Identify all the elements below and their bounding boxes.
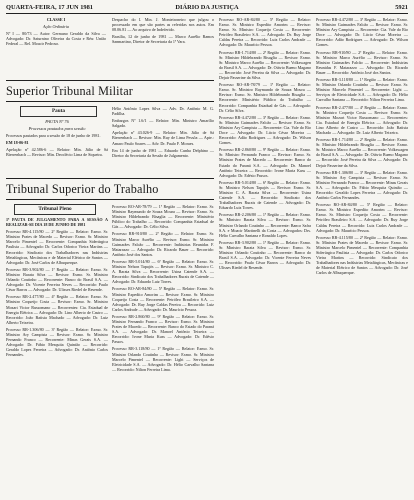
session-heading: 1ª PAUTA DE JULGAMENTO PARA A SESSÃO A REALIZAR-SE DIA 18 DE JUNHO DE 1981 <box>6 217 108 228</box>
paragraph: Processo RR-1.306/80 — 3ª Região — Relator: Exmo. Sr. Ministro Ary Campista — Revisor: Exmo. Sr. Ministro Fernando Franco — Recorrente: Minas Gerais S.A. — Advogado: Dr. Fábio Mesquita Quintão — Recorrido: Geraldo Lopes Ferreira — Advogado: Dr. Antônio Carlos Fernandes. <box>6 326 108 358</box>
labor-left-column <box>6 217 108 359</box>
paragraph: Processo RR-4.115/80 — 2ª Região — Relator: Exmo. Sr. Ministro Prates de Macedo — Revisor: Exmo. Sr. Ministro Marcelo Pimentel — Recorrente: Companhia Siderúrgica Paulista — Advogado: Dr. Carlos Odorico Vieira Martins — Recorrido: Sindicato dos Trabalhadores nas Indústrias Metalúrgicas, Mecânicas e de Material Elétrico de Santos — Advogado: Dr. José Carlos de Albuquerque. <box>6 229 108 265</box>
paragraph: Processo RR-3.902/80 — 1ª Região — Relator: Exmo. Sr. Ministro Barata Silva — Revisor: Exmo. Sr. Ministro Orlando Coutinho — Recorrente: Banco do Brasil S.A. — Advogado: Dr. Vicente Ferreira Neves — Recorrido: Paulo César Barros — Advogado: Dr. Ulisses Riedel de Resende. <box>219 239 311 271</box>
page-header <box>6 4 408 14</box>
issue-date: QUARTA-FEIRA, 17 JUN 1981 <box>6 4 93 11</box>
paragraph: Processo RR-4.472/80 — 3ª Região — Relator: Exmo. Sr. Ministro Guimarães Falcão — Revisor: Exmo. Sr. Ministro Ary Campista — Recorrente: Cia. Vale do Rio Doce — Advogado: Dr. Lúcio César Moreira — Recorrido: Adão Rodrigues — Advogado: Dr. Wilson Gomes. <box>316 17 408 48</box>
paragraph: Processo RR-2.477/80 — 4ª Região — Relator: Exmo. Sr. Ministro Coqueijo Costa — Revisor: Exmo. Sr. Ministro Mozart Victor Russomano — Recorrentes: Cia. Estadual de Energia Elétrica — Advogado: Dr. Lino Alberto de Castro — Recorrido: João Batista Machado — Advogado: Dr. Luiz Alberto Teixeira. <box>6 294 108 325</box>
paragraph: Processo RR-2.477/80 — 4ª Região — Relator: Exmo. Sr. Ministro Coqueijo Costa — Revisor: Exmo. Sr. Ministro Mozart Victor Russomano — Recorrentes: Cia. Estadual de Energia Elétrica — Advogado: Dr. Lino Alberto de Castro — Recorrido: João Batista Machado — Advogado: Dr. Luiz Alberto Teixeira. <box>316 104 408 135</box>
paragraph: Processo RR-910/80 — 2ª Região — Relator: Exmo. Sr. Ministro Marco Aurélio — Revisor: Exmo. Sr. Ministro Guimarães Falcão — Recorrente: Indústrias Reunidas F. Matarazzo — Advogado: Dr. Ricardo Bauer — Recorrido: Antônio José dos Santos. <box>316 49 408 75</box>
military-left-column <box>6 119 108 160</box>
paragraph: Processo RR-1.714/80 — 2ª Região — Relator: Exmo. Sr. Ministro Hildebrando Bisaglia — Revisor: Exmo. Sr. Ministro Marco Aurélio — Recorrente: Volkswagen do Brasil S.A. — Advogado: Dr. Otávio Bueno Magano — Recorrido: José Pereira da Silva — Advogado: Dr. Dejair Passerine da Silva. <box>219 49 311 81</box>
paragraph: Processo RR-5.014/80 — 6ª Região — Relator: Exmo. Sr. Ministro Nelson Tapajós — Revisor: Exmo. Sr. Ministro C. A. Barata Silva — Recorrente: Usina Catende S.A. — Recorrido: Sindicato dos Trabalhadores Rurais de Catende — Advogado: Dr. Eduardo Luiz Torres. <box>219 179 311 211</box>
section-title-military: Superior Tribunal Militar <box>6 80 214 102</box>
top-mid-column <box>112 17 214 46</box>
action-type: Ação Ordinária <box>43 24 69 30</box>
paragraph: Apelação nº 43.026-9 — Relator: Min. Júlio de Sá Bierrenbach — Revisor: Min. Ruy de Lima Pessôa — Apte.: Amaro Paulo Soares — Adv. Dr. Paulo F. Moraes. <box>112 130 214 146</box>
pauta-subtitle: Processos pautados para sessão <box>28 126 86 132</box>
publication-title: DIÁRIO DA JUSTIÇA <box>175 4 239 11</box>
paragraph: Processo RO-AR-78/79 — 1ª Região — Relator: Exmo. Sr. Ministro Raymundo de Souza Moura — Revisor: Exmo. Sr. Ministro Hildebrando Bisaglia — Recorrente: Ministério Público do Trabalho — Recorrido: Companhia Estadual de Gás — Advogado: Dr. Célio Silva. <box>112 204 214 230</box>
paragraph: Despacho do I. Min. J. Monteironeiro que julgou o processado em que são partes as referidas nos autos. Em 08.06.81 — Ao arquivo de Indeferido. <box>112 17 214 33</box>
class-heading: CLASSE I <box>46 17 66 22</box>
paragraph: Processo RR-3.118/80 — 1ª Região — Relator: Exmo. Sr. Ministro Orlando Coutinho — Revisor: Exmo. Sr. Ministro Marcelo Pimentel — Recorrente: Light — Serviços de Eletricidade S.A. — Advogado: Dr. Hélio Carvalho Santana — Recorrido: Nilton Ferreira Lima. <box>316 77 408 103</box>
top-left-column <box>6 17 106 48</box>
paragraph: Processo RR-3.118/80 — 1ª Região — Relator: Exmo. Sr. Ministro Orlando Coutinho — Revisor: Exmo. Sr. Ministro Marcelo Pimentel — Recorrente: Light — Serviços de Eletricidade S.A. — Advogado: Dr. Hélio Carvalho Santana — Recorrido: Nilton Ferreira Lima. <box>112 346 214 372</box>
paragraph: Processo RR-1.714/80 — 2ª Região — Relator: Exmo. Sr. Ministro Hildebrando Bisaglia — Revisor: Exmo. Sr. Ministro Marco Aurélio — Recorrente: Volkswagen do Brasil S.A. — Advogado: Dr. Otávio Bueno Magano — Recorrido: José Pereira da Silva — Advogado: Dr. Dejair Passerine da Silva. <box>316 137 408 168</box>
paragraph: Processo RR-5.014/80 — 6ª Região — Relator: Exmo. Sr. Ministro Nelson Tapajós — Revisor: Exmo. Sr. Ministro C. A. Barata Silva — Recorrente: Usina Catende S.A. — Recorrido: Sindicato dos Trabalhadores Rurais de Catende — Advogado: Dr. Eduardo Luiz Torres. <box>112 258 214 285</box>
right-column-b <box>316 17 408 278</box>
paragraph: Brasília, 12 de junho de 1981 — Marco Aurélio Ramos Sanmartino, Diretor de Secretaria da 1ª Vara. <box>112 34 214 45</box>
paragraph: Processo RR-3.902/80 — 1ª Região — Relator: Exmo. Sr. Ministro Barata Silva — Revisor: Exmo. Sr. Ministro Orlando Coutinho — Recorrente: Banco do Brasil S.A. — Advogado: Dr. Vicente Ferreira Neves — Recorrido: Paulo César Barros — Advogado: Dr. Ulisses Riedel de Resende. <box>6 266 108 293</box>
paragraph: Processo RR-2.860/80 — 9ª Região — Relator: Exmo. Sr. Ministro Fernando Franco — Revisor: Exmo. Sr. Ministro Prates de Macedo — Recorrente: Banco do Estado do Paraná S.A. — Advogado: Dr. Manoel Antônio Teixeira — Recorrido: Ivone Maria Kuss — Advogado: Dr. Edésio Passos. <box>112 313 214 345</box>
paragraph: Em 14 de junho de 1981 — Eduardo Cunha Delphino — Diretor da Secretaria da Sessão de Julgamento. <box>112 147 214 158</box>
paragraph: Processo RO-AR-84/80 — 5ª Região — Relator: Exmo. Sr. Ministro Expedito Amorim — Revisor: Exmo. Sr. Ministro Coqueijo Costa — Recorrente: Petróleo Brasileiro S.A. — Advogado: Dr. Ruy Jorge Caldas Pereira — Recorrido: Luiz Carlos Andrade — Advogado: Dr. Maurício Pessoa. <box>219 17 311 48</box>
paragraph: Processo RO-AR-78/79 — 1ª Região — Relator: Exmo. Sr. Ministro Raymundo de Souza Moura — Revisor: Exmo. Sr. Ministro Hildebrando Bisaglia — Recorrente: Ministério Público do Trabalho — Recorrido: Companhia Estadual de Gás — Advogado: Dr. Célio Silva. <box>219 82 311 113</box>
paragraph: Processo RR-4.472/80 — 3ª Região — Relator: Exmo. Sr. Ministro Guimarães Falcão — Revisor: Exmo. Sr. Ministro Ary Campista — Recorrente: Cia. Vale do Rio Doce — Advogado: Dr. Lúcio César Moreira — Recorrido: Adão Rodrigues — Advogado: Dr. Wilson Gomes. <box>219 114 311 146</box>
paragraph: Processo RR-1.306/80 — 3ª Região — Relator: Exmo. Sr. Ministro Ary Campista — Revisor: Exmo. Sr. Ministro Fernando Franco — Recorrente: Minas Gerais S.A. — Advogado: Dr. Fábio Mesquita Quintão — Recorrido: Geraldo Lopes Ferreira — Advogado: Dr. Antônio Carlos Fernandes. <box>316 169 408 201</box>
paragraph: Nº I — 80/73 — Autor: Germano Geraldo da Silva — Advogado: Dr. Saturnino Oliveira da Costa e Réu: União Federal — Rel. Moacir Pedroso. <box>6 31 106 47</box>
paragraph: Processo RR-2.206/80 — 1ª Região — Relator: Exmo. Sr. Ministro Barata Silva — Revisor: Exmo. Sr. Ministro Orlando Coutinho — Recorrente: Banco Safra S.A. e Moacir Martinelli da Costa — Advogados: Drs. Hélio Carvalho Santana e Ronaldo Lopes. <box>219 212 311 238</box>
paragraph: Hélio Antônio Lopes Silva — Adv. Dr. Antônio M. G. Padilha. <box>112 106 214 117</box>
paragraph: Processos pautados para a sessão de 18 de junho de 1981. <box>6 133 101 139</box>
right-column-a <box>219 17 311 272</box>
paragraph: Apelação nº 42.586-6 — Relator: Min. Júlio de Sá Bierrenbach — Revisor: Min. Deoclécio Lima de Siqueira. <box>6 147 108 158</box>
section-title-labor: Tribunal Superior do Trabalho <box>6 178 214 200</box>
military-right-column <box>112 106 214 160</box>
paragraph: Processo RR-910/80 — 2ª Região — Relator: Exmo. Sr. Ministro Marco Aurélio — Revisor: Exmo. Sr. Ministro Guimarães Falcão — Recorrente: Indústrias Reunidas F. Matarazzo — Advogado: Dr. Ricardo Bauer — Recorrido: Antônio José dos Santos. <box>112 231 214 257</box>
pauta-box: Pauta <box>20 106 97 117</box>
paragraph: Embargos Nº 1.6/1 — Relator: Min. Ministro Amarílio Salgado. <box>112 118 214 129</box>
session-date: EM 18-06-81 <box>6 140 29 146</box>
paragraph: Processo RO-AR-84/80 — 5ª Região — Relator: Exmo. Sr. Ministro Expedito Amorim — Revisor: Exmo. Sr. Ministro Coqueijo Costa — Recorrente: Petróleo Brasileiro S.A. — Advogado: Dr. Ruy Jorge Caldas Pereira — Recorrido: Luiz Carlos Andrade — Advogado: Dr. Maurício Pessoa. <box>112 286 214 312</box>
pauta-number: PAUTA Nº 76 <box>45 119 69 124</box>
paragraph: Processo RR-2.860/80 — 9ª Região — Relator: Exmo. Sr. Ministro Fernando Franco — Revisor: Exmo. Sr. Ministro Prates de Macedo — Recorrente: Banco do Estado do Paraná S.A. — Advogado: Dr. Manoel Antônio Teixeira — Recorrido: Ivone Maria Kuss — Advogado: Dr. Edésio Passos. <box>219 147 311 178</box>
labor-col-1 <box>112 204 214 374</box>
tribunal-pleno-box: Tribunal Pleno <box>14 204 96 215</box>
page-number: 5921 <box>395 4 408 11</box>
paragraph: Processo RO-AR-84/80 — 5ª Região — Relator: Exmo. Sr. Ministro Expedito Amorim — Revisor: Exmo. Sr. Ministro Coqueijo Costa — Recorrente: Petróleo Brasileiro S.A. — Advogado: Dr. Ruy Jorge Caldas Pereira — Recorrido: Luiz Carlos Andrade — Advogado: Dr. Maurício Pessoa. <box>316 202 408 233</box>
paragraph: Processo RR-4.115/80 — 2ª Região — Relator: Exmo. Sr. Ministro Prates de Macedo — Revisor: Exmo. Sr. Ministro Marcelo Pimentel — Recorrente: Companhia Siderúrgica Paulista — Advogado: Dr. Carlos Odorico Vieira Martins — Recorrido: Sindicato dos Trabalhadores nas Indústrias Metalúrgicas, Mecânicas e de Material Elétrico de Santos — Advogado: Dr. José Carlos de Albuquerque. <box>316 234 408 276</box>
